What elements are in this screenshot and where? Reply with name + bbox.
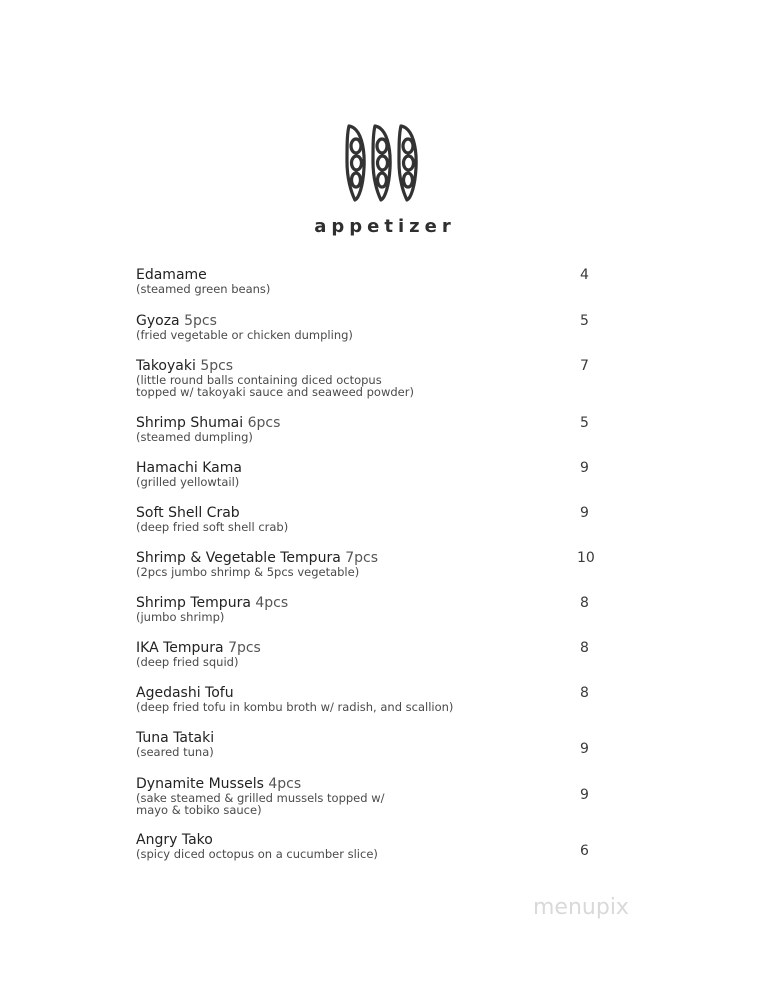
item-quantity: 5pcs	[200, 358, 234, 374]
menu-item-angry-tako	[136, 832, 606, 860]
item-description: (spicy diced octopus on a cucumber slice)	[136, 847, 378, 861]
item-name: Takoyaki	[136, 358, 196, 374]
menu-item-shrimp-vegetable-tempura	[136, 550, 606, 578]
item-price: 4	[580, 267, 589, 283]
item-description: (jumbo shrimp)	[136, 610, 225, 624]
item-price: 5	[580, 415, 589, 431]
item-description: mayo & tobiko sauce)	[136, 803, 262, 817]
item-name: Angry Tako	[136, 832, 213, 848]
item-name: Hamachi Kama	[136, 460, 242, 476]
item-price: 9	[580, 741, 589, 757]
menu-item-edamame	[136, 267, 606, 295]
menu-item-gyoza	[136, 313, 606, 341]
item-price: 5	[580, 313, 589, 329]
item-price: 8	[580, 685, 589, 701]
menu-item-takoyaki	[136, 358, 606, 398]
item-description: (little round balls containing diced octopus	[136, 373, 382, 387]
menu-item-tuna-tataki	[136, 730, 606, 758]
item-price: 8	[580, 640, 589, 656]
item-description: (fried vegetable or chicken dumpling)	[136, 328, 353, 342]
item-price: 7	[580, 358, 589, 374]
item-name: Edamame	[136, 267, 207, 283]
menu-item-soft-shell-crab	[136, 505, 606, 533]
item-name: Agedashi Tofu	[136, 685, 234, 701]
item-name: Gyoza	[136, 313, 180, 329]
menu-item-dynamite-mussels	[136, 776, 606, 816]
item-quantity: 4pcs	[268, 776, 302, 792]
item-description: (steamed dumpling)	[136, 430, 253, 444]
item-description: (steamed green beans)	[136, 282, 271, 296]
item-price: 9	[580, 505, 589, 521]
item-name: IKA Tempura	[136, 640, 224, 656]
item-description: topped w/ takoyaki sauce and seaweed powder)	[136, 385, 414, 399]
item-name: Dynamite Mussels	[136, 776, 264, 792]
item-description: (2pcs jumbo shrimp & 5pcs vegetable)	[136, 565, 360, 579]
item-quantity: 7pcs	[228, 640, 261, 656]
menu-item-agedashi-tofu	[136, 685, 606, 713]
item-price: 10	[577, 550, 595, 566]
menu-item-ika-tempura	[136, 640, 606, 668]
item-name: Soft Shell Crab	[136, 505, 240, 521]
item-description: (grilled yellowtail)	[136, 475, 240, 489]
item-name: Shrimp Shumai	[136, 415, 244, 431]
item-description: (deep fried tofu in kombu broth w/ radish, and scallion)	[136, 700, 454, 714]
item-quantity: 7pcs	[345, 550, 379, 566]
section-title: appetizer	[314, 216, 456, 237]
item-quantity: 6pcs	[247, 415, 281, 431]
item-name: Shrimp Tempura	[136, 595, 251, 611]
watermark-text: menupix	[533, 895, 629, 920]
item-description: (deep fried squid)	[136, 655, 239, 669]
item-price: 9	[580, 460, 589, 476]
item-price: 9	[580, 787, 589, 803]
item-price: 8	[580, 595, 589, 611]
item-name: Shrimp & Vegetable Tempura	[136, 550, 341, 566]
menu-item-shrimp-tempura	[136, 595, 606, 623]
item-description: (sake steamed & grilled mussels topped w/	[136, 791, 385, 805]
item-description: (deep fried soft shell crab)	[136, 520, 289, 534]
item-name: Tuna Tataki	[136, 730, 215, 746]
menu-item-hamachi-kama	[136, 460, 606, 488]
item-price: 6	[580, 843, 589, 859]
item-quantity: 5pcs	[184, 313, 217, 329]
item-quantity: 4pcs	[255, 595, 289, 611]
menu-item-shrimp-shumai	[136, 415, 606, 443]
item-description: (seared tuna)	[136, 745, 214, 759]
